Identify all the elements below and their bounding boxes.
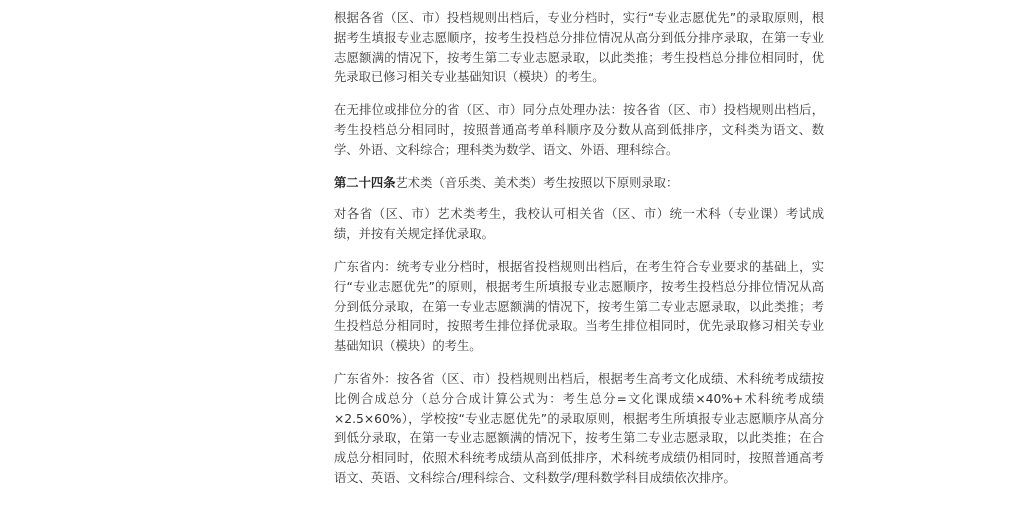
- paragraph-professional-admission: 根据各省（区、市）投档规则出档后，专业分档时，实行“专业志愿优先”的录取原则，根据考生填报专业志愿顺序，按考生投档总分排位情况从高分到低分排序录取，在第一专业志愿额满的情况下，按考生第二专业志愿录取，以此类推；考生投档总分排位相同时，优先录取已修习相关专业基础知识（模块）的考生。: [334, 11, 824, 85]
- article-24-text: 艺术类（音乐类、美术类）考生按照以下原则录取：: [395, 175, 679, 190]
- paragraph-tie-handling: 在无排位或排位分的省（区、市）同分点处理办法：按各省（区、市）投档规则出档后，考生投档总分相同时，按照普通高考单科顺序及分数从高到低排序，文科类为语文、数学、外语、文科综合；理科类为数学、语文、外语、理科综合。: [334, 103, 824, 157]
- article-body: [334, 9, 824, 489]
- article-24-heading: [334, 174, 824, 194]
- paragraph-guangdong-outside: 广东省外：按各省（区、市）投档规则出档后，根据考生高考文化成绩、术科统考成绩按比例合成总分（总分合成计算公式为：考生总分=文化课成绩×40%+术科统考成绩×2.5×60%），学校按“专业志愿优先”的录取原则，根据考生所填报专业志愿顺序从高分到低分录取，在第一专业志愿额满的情况下，按考生第二专业志愿录取，以此类推；在合成总分相同时，依照术科统考成绩从高到低排序，术科统考成绩仍相同时，按照普通高考语文、英语、文科综合/理科综合、文科数学/理科数学科目成绩依次排序。: [334, 371, 824, 485]
- article-24-label: 第二十四条: [334, 175, 396, 190]
- paragraph-art-students: 对各省（区、市）艺术类考生，我校认可相关省（区、市）统一术科（专业课）考试成绩，并按有关规定择优录取。: [334, 207, 824, 242]
- paragraph-guangdong-inside: 广东省内：统考专业分档时，根据省投档规则出档后，在考生符合专业要求的基础上，实行“专业志愿优先”的原则，根据考生所填报专业志愿顺序，按考生投档总分排位情况从高分到低分录取，在第一专业志愿额满的情况下，按考生第二专业志愿录取，以此类推；考生投档总分相同时，按照考生排位择优录取。当考生排位相同时，优先录取修习相关专业基础知识（模块）的考生。: [334, 259, 824, 354]
